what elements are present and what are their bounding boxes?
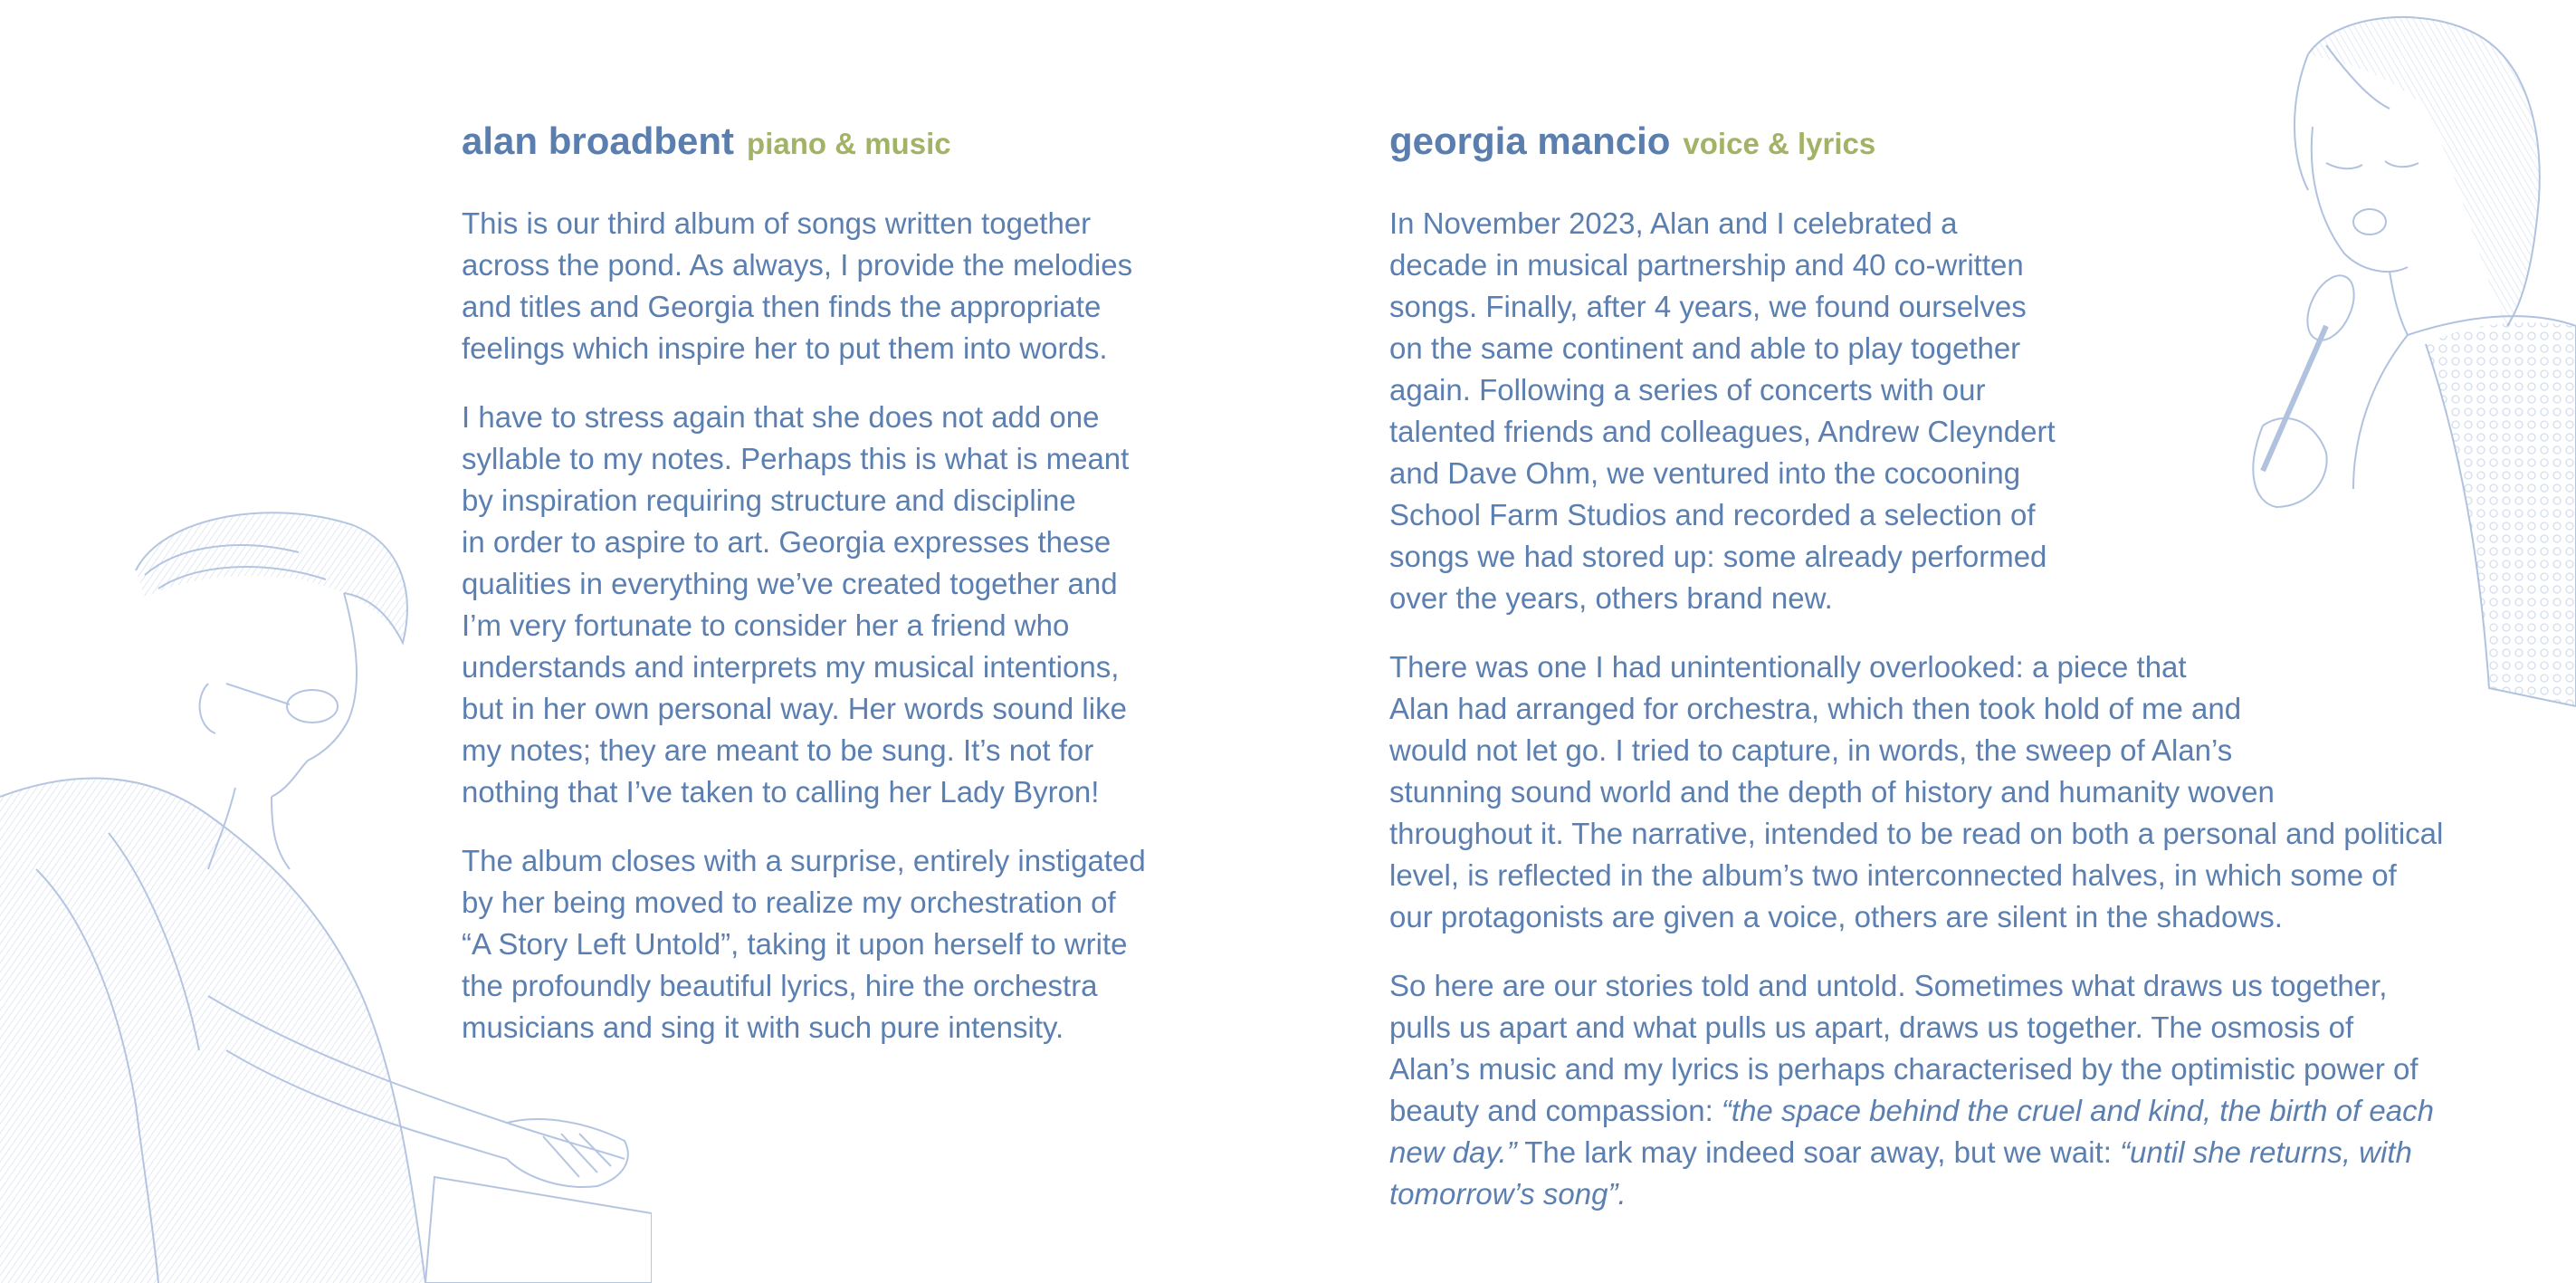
alan-heading [462,116,1168,176]
text-fragment: beauty and compassion: [1389,1094,1722,1127]
text-line: This is our third album of songs written together [462,206,1092,240]
text-line: There was one I had unintentionally overlooked: a piece that [1389,650,2187,684]
text-line: by inspiration requiring structure and discipline [462,484,1076,517]
georgia-mancio-column [1389,116,2476,1242]
text-line: Alan had arranged for orchestra, which then took hold of me and [1389,692,2242,725]
text-line: again. Following a series of concerts with our [1389,373,1986,407]
text-line: across the pond. As always, I provide the melodies [462,248,1133,282]
text-line: but in her own personal way. Her words sound like [462,692,1127,725]
paragraph [462,203,1168,369]
paragraph [462,397,1168,813]
text-line: The album closes with a surprise, entirely instigated [462,844,1146,877]
text-line: I have to stress again that she does not add one [462,400,1100,434]
text-line: level, is reflected in the album’s two interconnected halves, in which some of [1389,858,2397,892]
text-line: understands and interprets my musical intentions, [462,650,1120,684]
text-line [1389,1090,2476,1132]
lyric-quote: tomorrow’s song”. [1389,1177,1627,1211]
text-line: syllable to my notes. Perhaps this is what is meant [462,442,1130,475]
text-line: songs. Finally, after 4 years, we found ourselves [1389,290,2027,323]
text-line: In November 2023, Alan and I celebrated a [1389,206,1958,240]
text-line: School Farm Studios and recorded a selection of [1389,498,2036,531]
artist-name: alan broadbent [462,120,735,162]
text-line: my notes; they are meant to be sung. It’s not for [462,733,1094,767]
text-fragment: The lark may indeed soar away, but we wait: [1516,1135,2121,1169]
text-line: in order to aspire to art. Georgia expresses these [462,525,1111,559]
lyric-quote: “until she returns, with [2120,1135,2412,1169]
paragraph [1389,646,2476,938]
text-line: qualities in everything we’ve created together and [462,567,1118,600]
artist-role: voice & lyrics [1683,127,1876,160]
text-line: on the same continent and able to play together [1389,331,2021,365]
text-line: songs we had stored up: some already performed [1389,540,2047,573]
text-line: “A Story Left Untold”, taking it upon herself to write [462,927,1128,961]
text-line: decade in musical partnership and 40 co-written [1389,248,2024,282]
text-line: stunning sound world and the depth of history and humanity woven [1389,775,2275,809]
text-line: throughout it. The narrative, intended to be read on both a personal and political [1389,817,2444,850]
georgia-heading [1389,116,2476,176]
alan-broadbent-column [462,116,1168,1076]
text-line: over the years, others brand new. [1389,581,1833,615]
lyric-quote: “the space behind the cruel and kind, the birth of each [1721,1094,2434,1127]
text-line: nothing that I’ve taken to calling her Lady Byron! [462,775,1100,809]
text-line: musicians and sing it with such pure intensity. [462,1010,1064,1044]
text-line: Alan’s music and my lyrics is perhaps characterised by the optimistic power of [1389,1052,2419,1086]
text-line: So here are our stories told and untold. Sometimes what draws us together, [1389,969,2388,1002]
paragraph [1389,203,2476,619]
text-line: and Dave Ohm, we ventured into the cocooning [1389,456,2021,490]
text-line: would not let go. I tried to capture, in words, the sweep of Alan’s [1389,733,2233,767]
artist-role: piano & music [747,127,951,160]
text-line: our protagonists are given a voice, others are silent in the shadows. [1389,900,2283,934]
closing-paragraph [1389,965,2476,1215]
text-line: talented friends and colleagues, Andrew Cleyndert [1389,415,2056,448]
text-line: I’m very fortunate to consider her a friend who [462,608,1070,642]
text-line [1389,1173,2476,1215]
lyric-quote: new day.” [1389,1135,1517,1169]
text-line: feelings which inspire her to put them into words. [462,331,1108,365]
artist-name: georgia mancio [1389,120,1671,162]
text-line: the profoundly beautiful lyrics, hire the orchestra [462,969,1098,1002]
text-line: and titles and Georgia then finds the appropriate [462,290,1102,323]
text-line: by her being moved to realize my orchestration of [462,886,1116,919]
text-line: pulls us apart and what pulls us apart, draws us together. The osmosis of [1389,1010,2354,1044]
paragraph [462,840,1168,1048]
text-line [1389,1132,2476,1173]
